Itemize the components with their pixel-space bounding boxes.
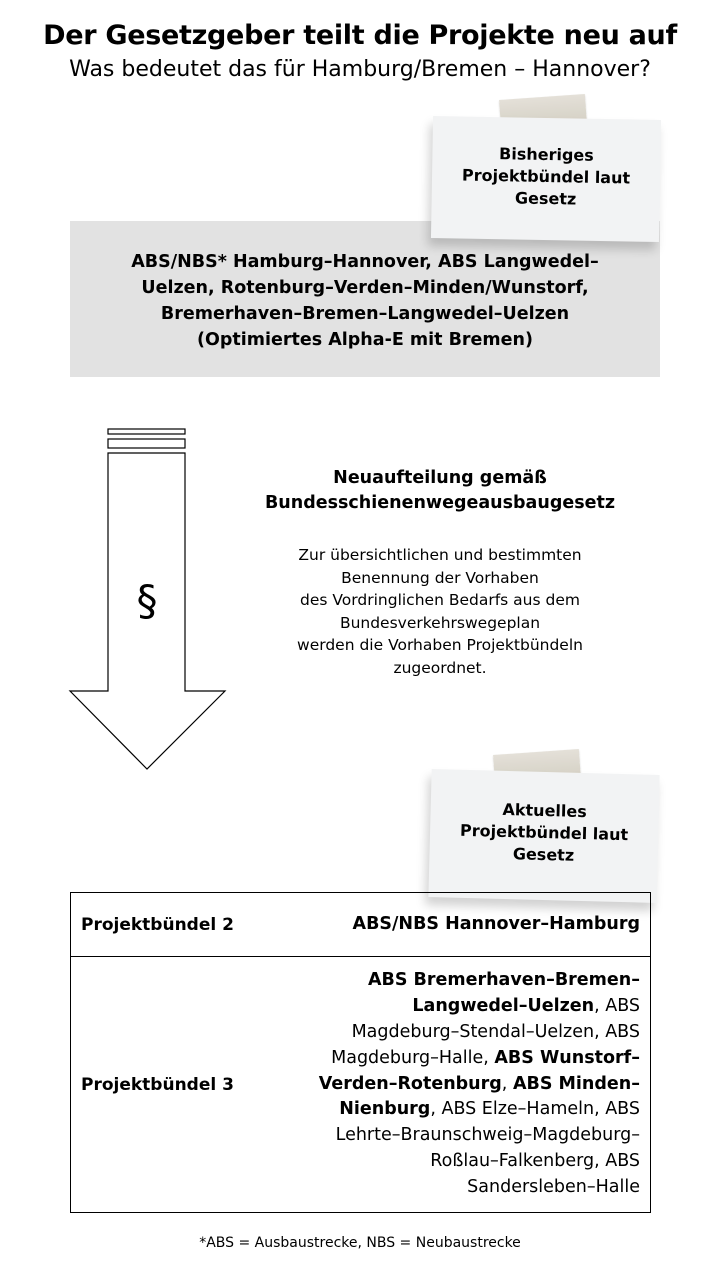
bundle-description-line xyxy=(283,994,640,1020)
down-arrow-icon xyxy=(68,427,228,773)
previous-bundle-note xyxy=(431,116,661,242)
note-line: Projektbündel laut xyxy=(459,820,629,845)
bold-segment: ABS Wunstorf– xyxy=(494,1047,640,1068)
paragraph-symbol: § xyxy=(136,576,158,625)
transition-body-line: Zur übersichtlichen und bestimmten xyxy=(298,546,582,564)
previous-bundle-text xyxy=(90,249,640,353)
footnote: *ABS = Ausbaustrecke, NBS = Neubaustrecke xyxy=(199,1235,521,1251)
previous-bundle-line: (Optimiertes Alpha-E mit Bremen) xyxy=(197,330,533,350)
text-segment: Lehrte–Braunschweig–Magdeburg– xyxy=(335,1125,640,1146)
transition-body-line: Benennung der Vorhaben xyxy=(341,568,539,587)
bundle-name: Projektbündel 3 xyxy=(71,957,283,1213)
bold-segment: Nienburg xyxy=(339,1099,431,1120)
table-row xyxy=(71,957,651,1213)
text-segment: , xyxy=(501,1073,513,1094)
bundle-name: Projektbündel 2 xyxy=(81,914,234,935)
text-segment: Sandersleben–Halle xyxy=(467,1176,640,1197)
bundle-description-line xyxy=(283,1097,640,1123)
bundle-description-line xyxy=(283,1175,640,1201)
previous-bundle-line: ABS/NBS* Hamburg–Hannover, ABS Langwedel– xyxy=(131,252,599,272)
note-line: Bisheriges xyxy=(498,144,594,165)
previous-bundle-line: Bremerhaven–Bremen–Langwedel–Uelzen xyxy=(160,304,570,324)
note-line: Gesetz xyxy=(514,188,577,209)
bundle-description: ABS/NBS Hannover–Hamburg xyxy=(352,913,640,934)
bold-segment: ABS Bremerhaven–Bremen– xyxy=(367,970,640,991)
bundle-description-line xyxy=(283,1072,640,1098)
note-line: Gesetz xyxy=(512,844,575,865)
bundle-description xyxy=(282,957,651,1213)
bundle-description-line xyxy=(283,968,640,994)
bundle-description-line xyxy=(283,1020,640,1046)
bold-segment: Verden–Rotenburg xyxy=(318,1073,502,1094)
text-segment: Roßlau–Falkenberg, ABS xyxy=(430,1150,640,1171)
transition-body-line: des Vordringlichen Bedarfs aus dem xyxy=(300,591,580,609)
text-segment: Magdeburg–Halle, xyxy=(331,1047,495,1068)
transition-body-line: zugeordnet. xyxy=(393,658,487,677)
note-line: Aktuelles xyxy=(502,799,588,822)
bundle-description-line xyxy=(283,1046,640,1072)
transition-body-line: Bundesverkehrswegeplan xyxy=(339,613,541,632)
table-row xyxy=(71,893,651,957)
current-bundles-table xyxy=(70,892,651,1213)
bold-segment: ABS Minden– xyxy=(512,1073,640,1094)
bold-segment: Langwedel–Uelzen xyxy=(412,996,595,1017)
transition-body-line: werden die Vorhaben Projektbündeln xyxy=(297,636,583,654)
page-subtitle: Was bedeutet das für Hamburg/Bremen – Hannover? xyxy=(69,57,651,82)
transition-heading-line: Bundesschienenwegeausbaugesetz xyxy=(264,493,616,513)
text-segment: Magdeburg–Stendal–Uelzen, ABS xyxy=(351,1022,640,1042)
page-title: Der Gesetzgeber teilt die Projekte neu auf xyxy=(43,20,677,51)
note-line: Projektbündel laut xyxy=(461,165,631,188)
text-segment: , ABS Elze–Hameln, ABS xyxy=(430,1099,640,1120)
bundle-description-line xyxy=(283,1149,640,1175)
current-bundle-note xyxy=(428,769,659,903)
transition-description xyxy=(250,544,630,679)
text-segment: , ABS xyxy=(594,996,640,1017)
previous-bundle-box xyxy=(70,221,660,377)
bundle-description-line xyxy=(283,1123,640,1149)
transition-heading xyxy=(230,466,650,516)
transition-heading-line: Neuaufteilung gemäß xyxy=(333,468,547,488)
previous-bundle-line: Uelzen, Rotenburg–Verden–Minden/Wunstorf, xyxy=(141,278,589,298)
